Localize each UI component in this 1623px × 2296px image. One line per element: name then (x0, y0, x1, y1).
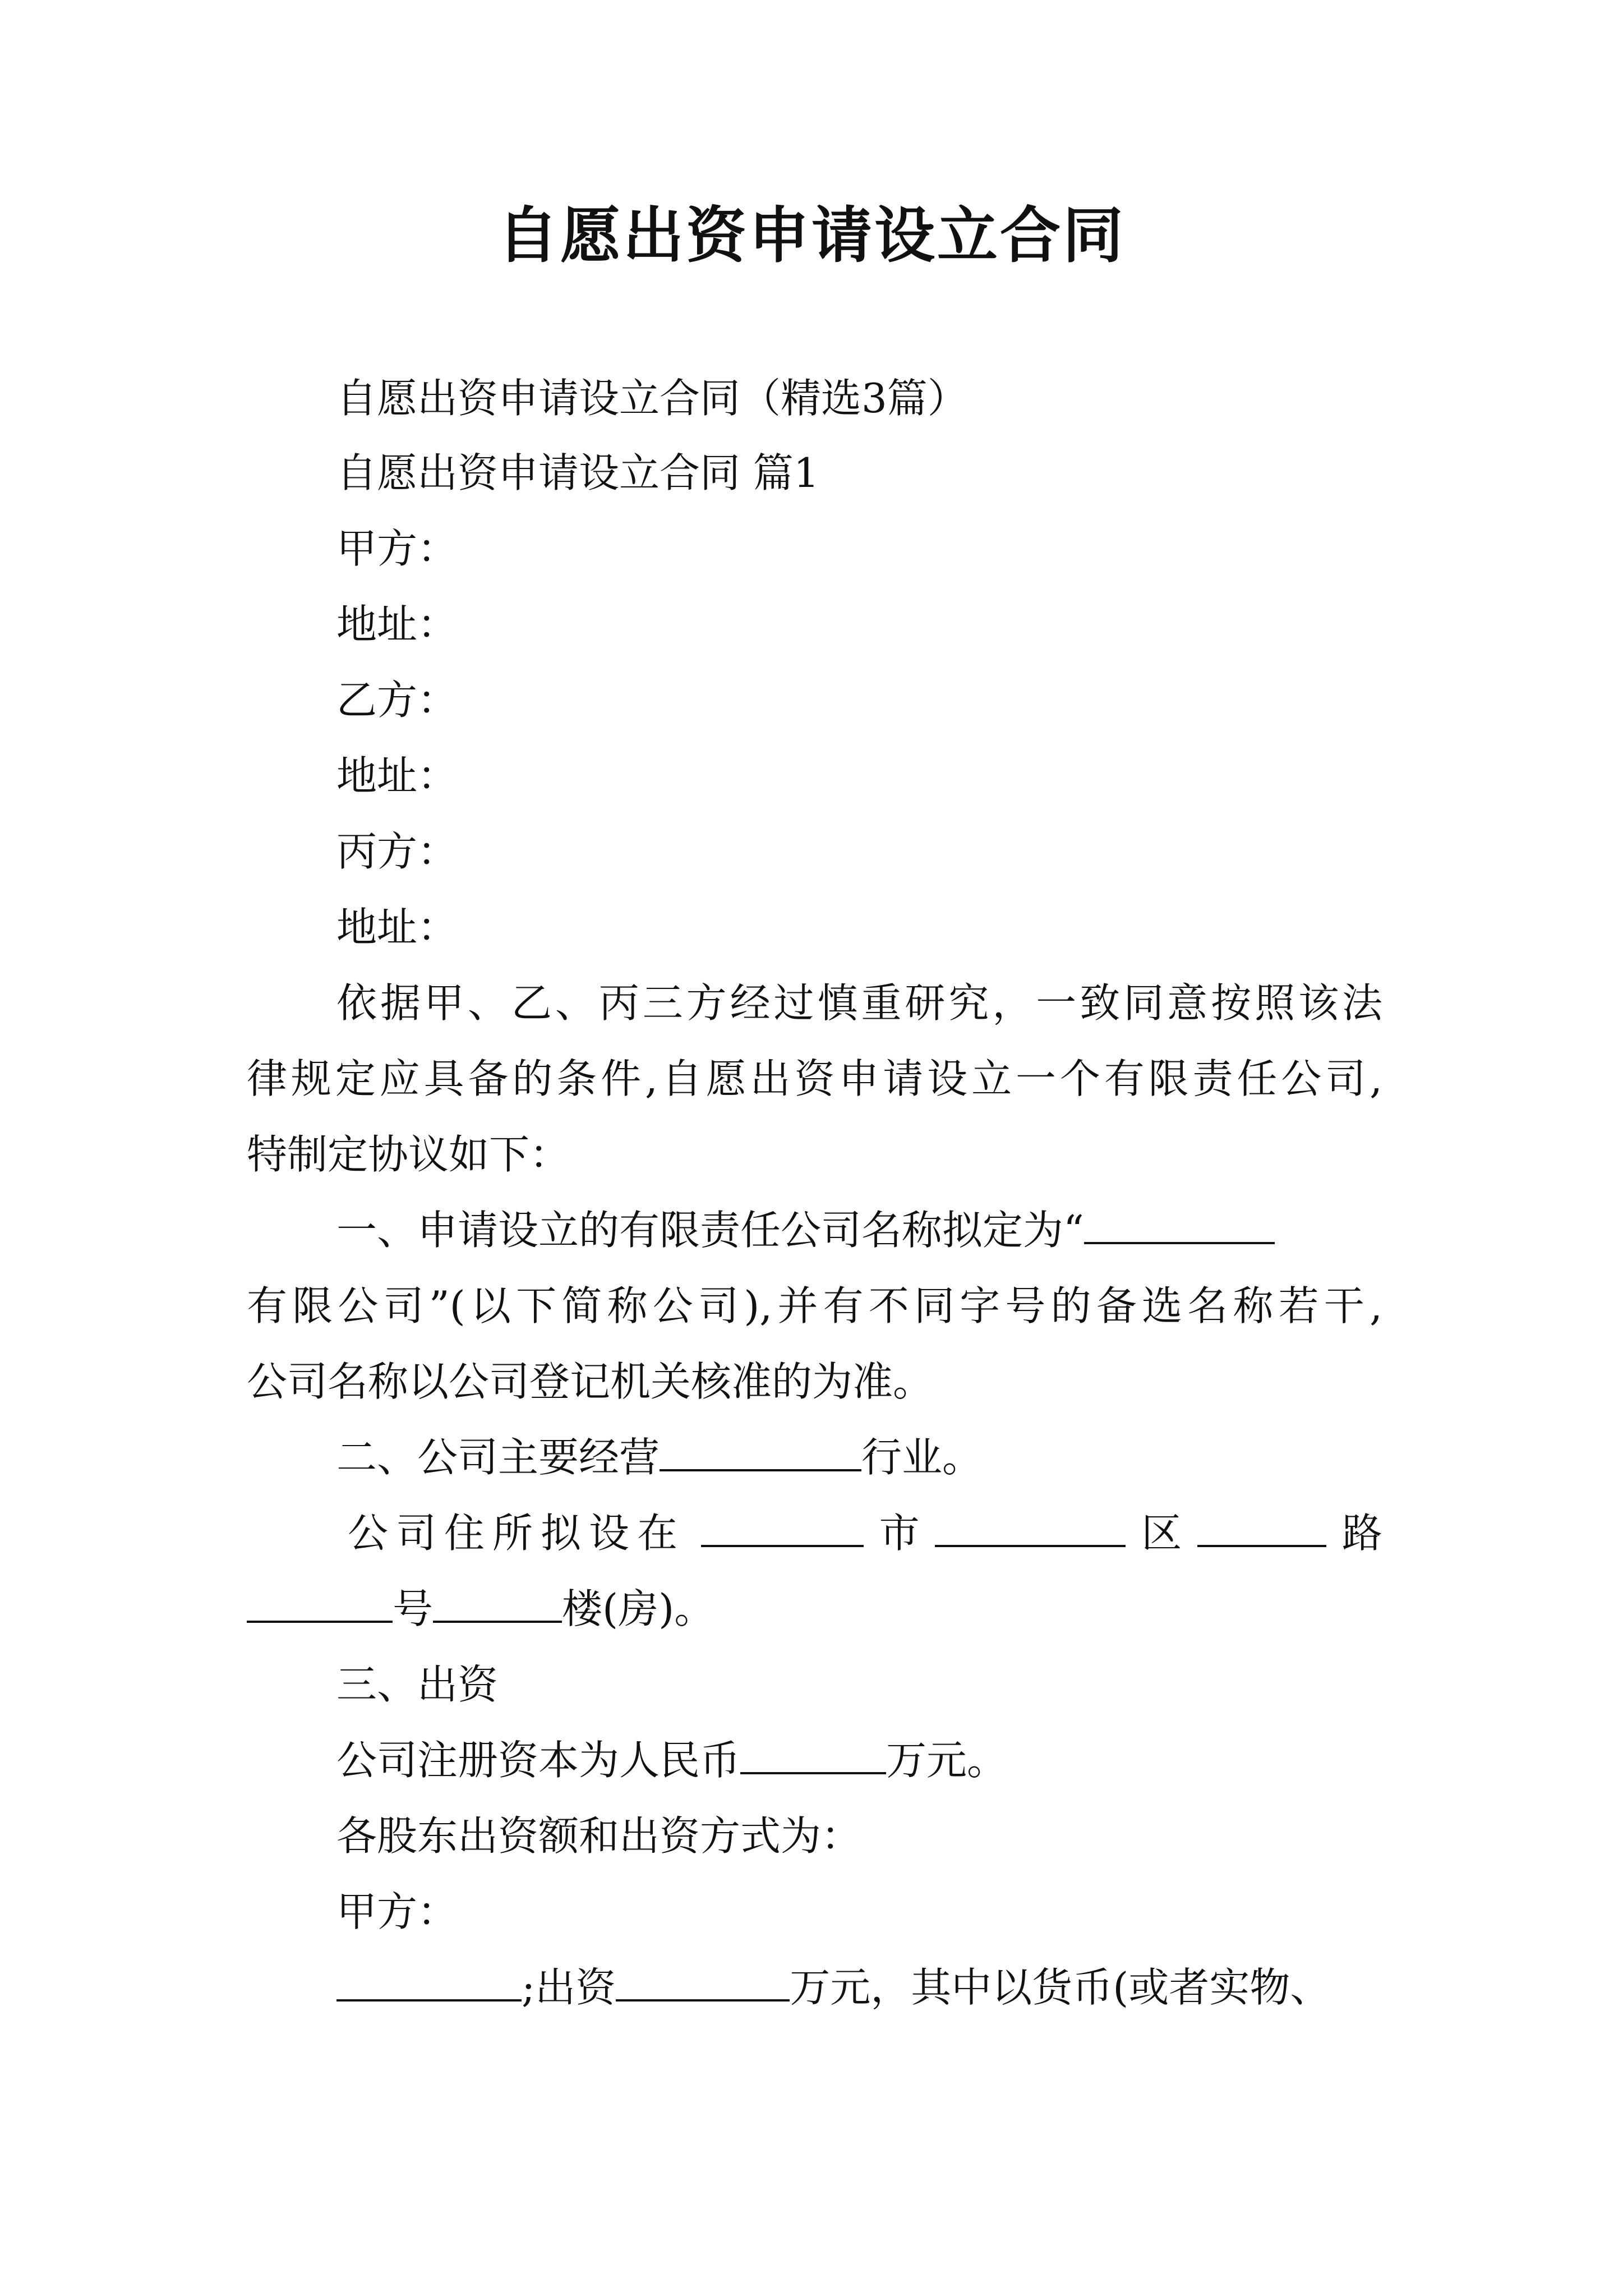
company-name-blank (1084, 1206, 1275, 1244)
address-part1: 公司住所拟设在 (348, 1510, 686, 1557)
clause-1-line-1 (336, 1202, 1382, 1258)
address-clause-line-1 (348, 1505, 1382, 1561)
contribution-amount-blank (616, 1963, 790, 2001)
document-subtitle: 自愿出资申请设立合同（精选3篇） (336, 375, 968, 422)
intro-line-2: 律规定应具备的条件,自愿出资申请设立一个有限责任公司, (247, 1055, 1382, 1102)
clause-2-prefix: 二、公司主要经营 (336, 1434, 660, 1481)
party-a-label: 甲方： (336, 525, 458, 572)
party-c-label: 丙方： (336, 828, 458, 875)
business-blank (660, 1433, 861, 1471)
clause-3-heading: 三、出资 (336, 1661, 499, 1708)
address-b-label: 地址： (336, 752, 458, 799)
address-city: 市 (879, 1510, 920, 1557)
district-blank (935, 1509, 1126, 1547)
section-heading: 自愿出资申请设立合同 篇1 (336, 449, 819, 496)
address-road: 路 (1341, 1510, 1382, 1557)
address-district: 区 (1141, 1510, 1182, 1557)
city-blank (701, 1509, 864, 1547)
contribution-line (336, 1959, 1330, 2016)
contribution-heading: 各股东出资额和出资方式为： (336, 1812, 862, 1860)
capital-suffix: 万元。 (886, 1737, 1008, 1784)
address-clause-line-2 (247, 1581, 714, 1637)
party-b-label: 乙方： (336, 677, 458, 724)
building-blank (433, 1585, 562, 1623)
contribution-part1: ;出资 (522, 1964, 616, 2011)
address-c-label: 地址： (336, 904, 458, 951)
address-a-label: 地址： (336, 601, 458, 648)
clause-1-line-2: 有限公司”(以下简称公司),并有不同字号的备选名称若干, (247, 1282, 1382, 1329)
intro-line-1: 依据甲、乙、丙三方经过慎重研究，一致同意按照该法 (336, 979, 1382, 1027)
contribution-part2: 万元，其中以货币(或者实物、 (790, 1964, 1331, 2011)
party-a-name-blank (336, 1963, 522, 2001)
road-blank (1197, 1509, 1326, 1547)
clause-2-line (336, 1429, 983, 1485)
capital-prefix: 公司注册资本为人民币 (336, 1737, 741, 1784)
capital-line (336, 1732, 1007, 1788)
intro-line-3: 特制定协议如下： (247, 1131, 570, 1178)
clause-2-suffix: 行业。 (861, 1434, 983, 1481)
document-title: 自愿出资申请设立合同 (497, 200, 1126, 271)
capital-blank (740, 1736, 886, 1774)
address-building: 楼(房)。 (562, 1585, 715, 1632)
clause-1-line-3: 公司名称以公司登记机关核准的为准。 (247, 1358, 934, 1405)
clause-1-text: 一、申请设立的有限责任公司名称拟定为“ (336, 1207, 1084, 1254)
number-blank (247, 1585, 393, 1623)
party-a-label-2: 甲方： (336, 1888, 458, 1935)
address-number: 号 (393, 1585, 434, 1632)
